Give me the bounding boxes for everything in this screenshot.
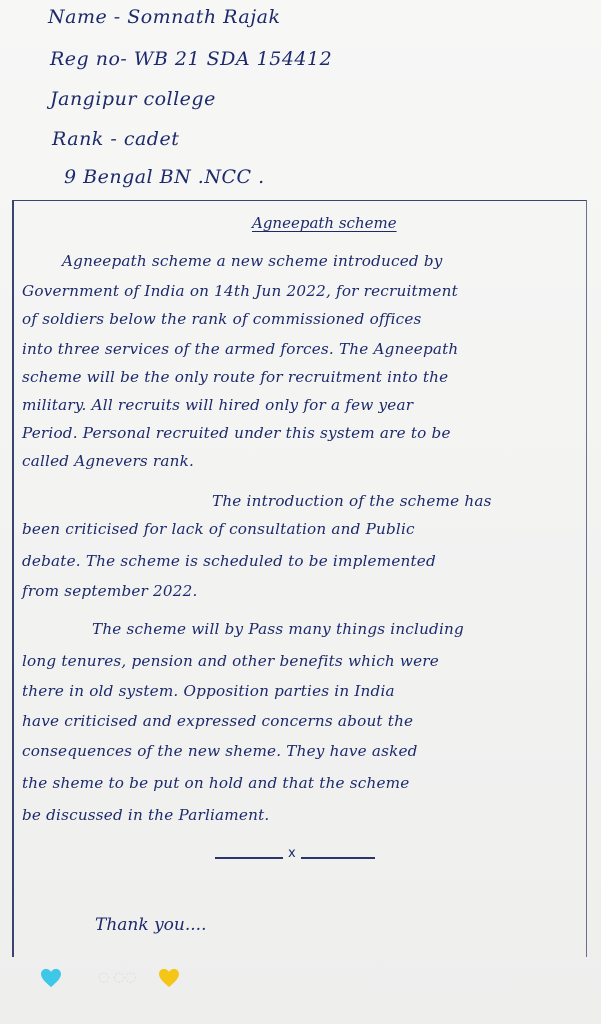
essay-line: scheme will be the only route for recruitment into the: [22, 368, 449, 386]
essay-line: Agneepath scheme a new scheme introduced by: [62, 252, 443, 270]
college-line: Jangipur college: [50, 88, 216, 110]
unit-line: 9 Bengal BN .NCC .: [64, 166, 265, 188]
essay-title: Agneepath scheme: [252, 214, 397, 232]
essay-line: The introduction of the scheme has: [212, 492, 492, 510]
blue-heart-icon: [40, 968, 62, 988]
name-line: Name - Somnath Rajak: [48, 6, 281, 28]
separator-mark: x: [288, 846, 296, 861]
essay-line: into three services of the armed forces. The Agneepath: [22, 340, 459, 358]
essay-line: debate. The scheme is scheduled to be implemented: [22, 552, 436, 570]
essay-line: The scheme will by Pass many things including: [92, 620, 464, 638]
essay-line: consequences of the new sheme. They have asked: [22, 742, 418, 760]
essay-line: been criticised for lack of consultation and Public: [22, 520, 415, 538]
essay-line: of soldiers below the rank of commissioned offices: [22, 310, 422, 328]
separator-right-line: [301, 857, 375, 859]
essay-line: military. All recruits will hired only for a few year: [22, 396, 414, 414]
essay-line: there in old system. Opposition parties in India: [22, 682, 395, 700]
rank-line: Rank - cadet: [52, 128, 180, 150]
essay-line: the sheme to be put on hold and that the scheme: [22, 774, 410, 792]
reg-no-line: Reg no- WB 21 SDA 154412: [50, 48, 333, 70]
essay-line: Period. Personal recruited under this system are to be: [22, 424, 451, 442]
essay-line: Government of India on 14th Jun 2022, for recruitment: [22, 282, 458, 300]
essay-line: have criticised and expressed concerns about the: [22, 712, 414, 730]
essay-line: from september 2022.: [22, 582, 198, 600]
closing-thank-you: Thank you....: [95, 915, 207, 935]
separator-left-line: [215, 857, 283, 859]
essay-line: long tenures, pension and other benefits which were: [22, 652, 439, 670]
essay-line: called Agnevers rank.: [22, 452, 195, 470]
blurred-sticker-text: ◌ ◌◌: [98, 970, 137, 985]
section-separator: [215, 846, 375, 864]
yellow-heart-icon: [158, 968, 180, 988]
essay-line: be discussed in the Parliament.: [22, 806, 270, 824]
